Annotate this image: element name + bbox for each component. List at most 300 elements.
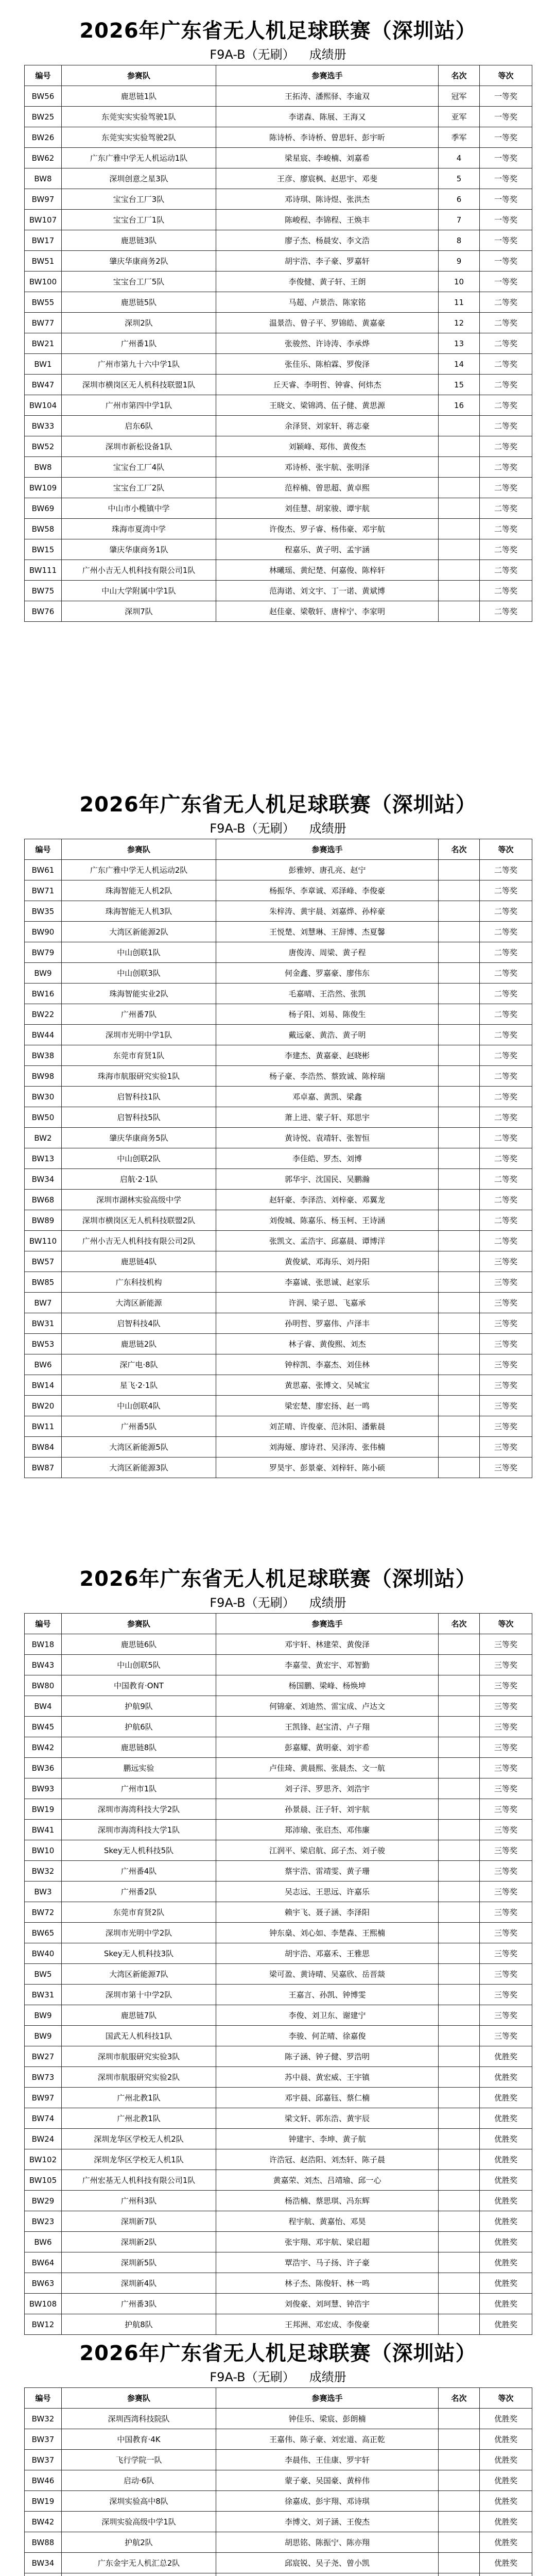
table-row bbox=[25, 2409, 532, 2429]
cell-prize: 一等奖 bbox=[480, 272, 532, 292]
cell-team: 深圳实验高级中学1队 bbox=[62, 2512, 216, 2532]
cell-members: 许润、梁子恩、飞嘉承 bbox=[216, 1293, 439, 1313]
cell-team: 护航2队 bbox=[62, 2532, 216, 2553]
cell-team: 宝宝台工厂3队 bbox=[62, 189, 216, 210]
cell-number: BW97 bbox=[25, 2088, 62, 2108]
cell-team: 广东金宇无人机汇总2队 bbox=[62, 2553, 216, 2573]
cell-number: BW84 bbox=[25, 1437, 62, 1458]
cell-number: BW12 bbox=[25, 2314, 62, 2335]
table-header-row bbox=[25, 1614, 532, 1634]
cell-prize: 二等奖 bbox=[480, 519, 532, 539]
cell-number: BW61 bbox=[25, 860, 62, 880]
cell-team: 广州市1队 bbox=[62, 1778, 216, 1799]
cell-team: 护航9队 bbox=[62, 1696, 216, 1717]
cell-members: 赖宇飞、聂子涵、李泽阳 bbox=[216, 1902, 439, 1923]
cell-rank bbox=[439, 457, 480, 478]
cell-members: 邓诗琪、陈诗煜、张洪杰 bbox=[216, 189, 439, 210]
cell-team: 深圳市航服研究实验3队 bbox=[62, 2046, 216, 2067]
booklet-label: 成绩册 bbox=[309, 47, 346, 62]
section-subtitle bbox=[0, 2367, 556, 2385]
section-title: 2026年广东省无人机足球联赛（深圳站） bbox=[79, 1567, 477, 1591]
cell-team: 广州北教1队 bbox=[62, 2108, 216, 2129]
cell-team: 中山创联1队 bbox=[62, 942, 216, 963]
cell-prize: 三等奖 bbox=[480, 1354, 532, 1375]
table-row bbox=[25, 2088, 532, 2108]
header-prize: 等次 bbox=[480, 2388, 532, 2409]
cell-members: 王拓涛、潘熙驿、李逾双 bbox=[216, 86, 439, 107]
cell-members: 杨子阳、刘易、陈俊生 bbox=[216, 1004, 439, 1025]
cell-rank bbox=[439, 2046, 480, 2067]
cell-prize: 二等奖 bbox=[480, 1107, 532, 1128]
cell-prize: 二等奖 bbox=[480, 1045, 532, 1066]
cell-number: BW40 bbox=[25, 1943, 62, 1964]
cell-rank bbox=[439, 1231, 480, 1251]
header-members: 参赛选手 bbox=[216, 65, 439, 86]
table-row bbox=[25, 1025, 532, 1045]
section-subtitle bbox=[0, 1592, 556, 1611]
cell-team: 鹿思链5队 bbox=[62, 292, 216, 313]
cell-number: BW6 bbox=[25, 1354, 62, 1375]
cell-rank: 13 bbox=[439, 333, 480, 354]
table-row bbox=[25, 2149, 532, 2170]
cell-members: 李佳皓、罗杰、刘博 bbox=[216, 1148, 439, 1169]
cell-prize: 二等奖 bbox=[480, 478, 532, 498]
cell-team: 国武无人机科技1队 bbox=[62, 2026, 216, 2046]
cell-rank bbox=[439, 1655, 480, 1675]
cell-rank bbox=[439, 1902, 480, 1923]
cell-prize: 二等奖 bbox=[480, 1231, 532, 1251]
cell-rank bbox=[439, 1210, 480, 1231]
cell-number: BW76 bbox=[25, 601, 62, 622]
cell-team: 鹿思链8队 bbox=[62, 1737, 216, 1758]
header-members: 参赛选手 bbox=[216, 2388, 439, 2409]
cell-prize: 二等奖 bbox=[480, 457, 532, 478]
cell-number: BW25 bbox=[25, 107, 62, 127]
table-row bbox=[25, 1066, 532, 1087]
cell-members: 黄俊斌、邓海乐、刘丹阳 bbox=[216, 1251, 439, 1272]
cell-number: BW2 bbox=[25, 1128, 62, 1148]
cell-number: BW63 bbox=[25, 2273, 62, 2294]
cell-members: 江润平、梁启航、邱子杰、刘子骏 bbox=[216, 1840, 439, 1861]
cell-members: 李博文、刘子涵、王俊杰 bbox=[216, 2512, 439, 2532]
cell-prize: 优胜奖 bbox=[480, 2149, 532, 2170]
cell-number: BW62 bbox=[25, 148, 62, 168]
cell-members: 刘俊城、陈嘉乐、杨玉柯、王诗涵 bbox=[216, 1210, 439, 1231]
cell-team: 广州小吉无人机科技有限公司2队 bbox=[62, 1231, 216, 1251]
cell-rank bbox=[439, 1840, 480, 1861]
cell-members: 蒙子豪、吴国豪、黄梓伟 bbox=[216, 2470, 439, 2491]
cell-rank bbox=[439, 2512, 480, 2532]
table-row bbox=[25, 860, 532, 880]
cell-team: 中国教育·ONT bbox=[62, 1675, 216, 1696]
cell-prize: 二等奖 bbox=[480, 416, 532, 436]
cell-number: BW77 bbox=[25, 313, 62, 333]
cell-number: BW32 bbox=[25, 1861, 62, 1882]
cell-number: BW30 bbox=[25, 1087, 62, 1107]
table-row bbox=[25, 1737, 532, 1758]
cell-team: 肇庆华康商务2队 bbox=[62, 251, 216, 272]
cell-members: 唐俊涛、周梁、黄子程 bbox=[216, 942, 439, 963]
cell-team: 广州番1队 bbox=[62, 333, 216, 354]
cell-team: 深圳市海湾科技大学2队 bbox=[62, 1799, 216, 1820]
table-row bbox=[25, 1458, 532, 1478]
cell-members: 戴远豪、黄浩、黄子明 bbox=[216, 1025, 439, 1045]
cell-rank bbox=[439, 1458, 480, 1478]
cell-members: 徐嘉成、彭宇翔、邓诗琪 bbox=[216, 2491, 439, 2512]
cell-members: 梁文轩、郭东浩、黄宇辰 bbox=[216, 2108, 439, 2129]
header-team: 参赛队 bbox=[62, 1614, 216, 1634]
table-row bbox=[25, 2314, 532, 2335]
table-row bbox=[25, 2026, 532, 2046]
cell-number: BW8 bbox=[25, 168, 62, 189]
table-row bbox=[25, 127, 532, 148]
table-header-row bbox=[25, 2388, 532, 2409]
cell-members: 王凯锋、赵宝清、卢子翔 bbox=[216, 1717, 439, 1737]
cell-number: BW41 bbox=[25, 1820, 62, 1840]
cell-prize: 三等奖 bbox=[480, 1272, 532, 1293]
cell-rank: 10 bbox=[439, 272, 480, 292]
cell-number: BW35 bbox=[25, 901, 62, 922]
cell-team: 深圳市第十中学2队 bbox=[62, 1985, 216, 2005]
cell-prize: 三等奖 bbox=[480, 1861, 532, 1882]
booklet-label: 成绩册 bbox=[309, 2370, 346, 2384]
cell-team: 深圳新5队 bbox=[62, 2252, 216, 2273]
cell-number: BW79 bbox=[25, 942, 62, 963]
cell-prize: 二等奖 bbox=[480, 375, 532, 395]
cell-members: 胡宇浩、李子豪、罗嘉轩 bbox=[216, 251, 439, 272]
section-title: 2026年广东省无人机足球联赛（深圳站） bbox=[79, 793, 477, 817]
table-row bbox=[25, 1923, 532, 1943]
cell-members: 萧上进、蒙子轩、郑思宇 bbox=[216, 1107, 439, 1128]
cell-members: 刘颖峰、郑伟、黄俊杰 bbox=[216, 436, 439, 457]
table-row bbox=[25, 168, 532, 189]
cell-number: BW4 bbox=[25, 1696, 62, 1717]
cell-members: 邓宇轩、林建荣、黄俊泽 bbox=[216, 1634, 439, 1655]
cell-rank bbox=[439, 478, 480, 498]
cell-members: 程嘉乐、黄子明、孟宇涵 bbox=[216, 539, 439, 560]
cell-prize: 优胜奖 bbox=[480, 2553, 532, 2573]
cell-number: BW69 bbox=[25, 498, 62, 519]
header-number: 编号 bbox=[25, 1614, 62, 1634]
cell-members: 卢佳琦、黄晨熙、张晨杰、文一航 bbox=[216, 1758, 439, 1778]
cell-number: BW47 bbox=[25, 375, 62, 395]
cell-team: 深圳市湖林实验高级中学 bbox=[62, 1190, 216, 1210]
cell-team: 深圳龙华区学校无人机2队 bbox=[62, 2129, 216, 2149]
table-row bbox=[25, 1128, 532, 1148]
cell-rank bbox=[439, 1882, 480, 1902]
cell-members: 李俊健、黄子轩、王朗 bbox=[216, 272, 439, 292]
cell-members: 李晨伟、王佳康、罗宇轩 bbox=[216, 2450, 439, 2470]
cell-number: BW34 bbox=[25, 1169, 62, 1190]
cell-rank bbox=[439, 1923, 480, 1943]
header-number: 编号 bbox=[25, 65, 62, 86]
cell-prize: 一等奖 bbox=[480, 168, 532, 189]
cell-prize: 三等奖 bbox=[480, 1396, 532, 1416]
cell-rank bbox=[439, 2573, 480, 2576]
table-row bbox=[25, 1169, 532, 1190]
cell-number: BW100 bbox=[25, 272, 62, 292]
cell-team: 宝宝台工厂1队 bbox=[62, 210, 216, 230]
cell-rank bbox=[439, 601, 480, 622]
cell-prize: 三等奖 bbox=[480, 1416, 532, 1437]
cell-team: 星飞·2·1队 bbox=[62, 1375, 216, 1396]
cell-number: BW24 bbox=[25, 2129, 62, 2149]
cell-number: BW65 bbox=[25, 1923, 62, 1943]
table-row bbox=[25, 2491, 532, 2512]
cell-prize: 优胜奖 bbox=[480, 2170, 532, 2191]
table-row bbox=[25, 1190, 532, 1210]
cell-members: 钟佳乐、梁宸、彭朗楠 bbox=[216, 2409, 439, 2429]
cell-team: 鹿思链1队 bbox=[62, 86, 216, 107]
cell-prize: 三等奖 bbox=[480, 1675, 532, 1696]
cell-team: 启东6队 bbox=[62, 416, 216, 436]
cell-rank bbox=[439, 1820, 480, 1840]
cell-rank bbox=[439, 1675, 480, 1696]
cell-team: 珠海智能无人机2队 bbox=[62, 880, 216, 901]
cell-number: BW74 bbox=[25, 2108, 62, 2129]
cell-members: 杨振华、李章诚、邓泽峰、李俊豪 bbox=[216, 880, 439, 901]
category-label: F9A-B（无刷） bbox=[210, 2370, 295, 2384]
cell-members: 何金鑫、罗嘉豪、廖伟东 bbox=[216, 963, 439, 984]
cell-members: 张佳乐、陈柏霖、罗俊泽 bbox=[216, 354, 439, 375]
table-row bbox=[25, 581, 532, 601]
cell-team: 宝宝台工厂5队 bbox=[62, 272, 216, 292]
table-header-row bbox=[25, 65, 532, 86]
cell-members: 黄思嘉、张博文、吴城宝 bbox=[216, 1375, 439, 1396]
cell-prize: 二等奖 bbox=[480, 901, 532, 922]
category-label: F9A-B（无刷） bbox=[210, 47, 295, 62]
cell-team: 中山创联4队 bbox=[62, 1396, 216, 1416]
cell-team: 鹿思链3队 bbox=[62, 230, 216, 251]
cell-number: BW109 bbox=[25, 478, 62, 498]
cell-team: 宝宝台工厂2队 bbox=[62, 478, 216, 498]
cell-prize: 三等奖 bbox=[480, 1820, 532, 1840]
cell-team: 广东广雅中学无人机运动1队 bbox=[62, 148, 216, 168]
cell-team: 启智科技1队 bbox=[62, 1087, 216, 1107]
cell-prize: 二等奖 bbox=[480, 498, 532, 519]
cell-prize: 二等奖 bbox=[480, 1190, 532, 1210]
cell-members: 王嘉伟、陈子豪、刘宏道、高正乾 bbox=[216, 2429, 439, 2450]
cell-number: BW51 bbox=[25, 251, 62, 272]
table-row bbox=[25, 1943, 532, 1964]
cell-members: 罗昊宇、彭景豪、刘梓轩、陈小硕 bbox=[216, 1458, 439, 1478]
cell-prize: 优胜奖 bbox=[480, 2273, 532, 2294]
cell-prize: 三等奖 bbox=[480, 1799, 532, 1820]
cell-prize: 一等奖 bbox=[480, 148, 532, 168]
cell-rank: 12 bbox=[439, 313, 480, 333]
cell-number: BW37 bbox=[25, 2450, 62, 2470]
cell-number: BW23 bbox=[25, 2211, 62, 2232]
cell-members: 邓卓嘉、黄凯、梁鑫 bbox=[216, 1087, 439, 1107]
cell-rank bbox=[439, 1758, 480, 1778]
header-number: 编号 bbox=[25, 2388, 62, 2409]
header-rank: 名次 bbox=[439, 65, 480, 86]
table-row bbox=[25, 354, 532, 375]
cell-team: 深圳7队 bbox=[62, 601, 216, 622]
cell-rank: 14 bbox=[439, 354, 480, 375]
cell-number: BW108 bbox=[25, 2294, 62, 2314]
cell-team: 深圳新2队 bbox=[62, 2232, 216, 2252]
cell-team: 大湾区新能源3队 bbox=[62, 1458, 216, 1478]
cell-number: BW34 bbox=[25, 2553, 62, 2573]
cell-rank bbox=[439, 1375, 480, 1396]
table-row bbox=[25, 1004, 532, 1025]
cell-number: BW46 bbox=[25, 2470, 62, 2491]
cell-team: 东莞实实实验驾驶2队 bbox=[62, 127, 216, 148]
cell-prize: 二等奖 bbox=[480, 860, 532, 880]
cell-rank bbox=[439, 2294, 480, 2314]
cell-number: BW32 bbox=[25, 2409, 62, 2429]
cell-number: BW10 bbox=[25, 1840, 62, 1861]
table-row bbox=[25, 2046, 532, 2067]
cell-rank bbox=[439, 1169, 480, 1190]
cell-team: 广州番5队 bbox=[62, 1416, 216, 1437]
cell-number: BW9 bbox=[25, 963, 62, 984]
cell-rank bbox=[439, 1696, 480, 1717]
cell-number: BW73 bbox=[25, 2067, 62, 2088]
cell-members: 刘海娅、廖诗君、吴泽涛、张伟楠 bbox=[216, 1437, 439, 1458]
cell-members: 丘天睿、李明哲、钟睿、何炜杰 bbox=[216, 375, 439, 395]
cell-members: 陈诗桥、李诗桥、曾思轩、彭宇昕 bbox=[216, 127, 439, 148]
cell-number: BW19 bbox=[25, 2491, 62, 2512]
table-row bbox=[25, 86, 532, 107]
cell-number: BW89 bbox=[25, 1210, 62, 1231]
cell-prize: 一等奖 bbox=[480, 127, 532, 148]
cell-number: BW85 bbox=[25, 1272, 62, 1293]
table-row bbox=[25, 251, 532, 272]
cell-rank bbox=[439, 1293, 480, 1313]
cell-number: BW43 bbox=[25, 1655, 62, 1675]
cell-number: BW16 bbox=[25, 984, 62, 1004]
cell-prize: 优胜奖 bbox=[480, 2532, 532, 2553]
cell-prize: 优胜奖 bbox=[480, 2429, 532, 2450]
cell-team: 启智科技4队 bbox=[62, 1313, 216, 1334]
cell-team: 飞行学院一队 bbox=[62, 2450, 216, 2470]
cell-team: 东莞市育贤1队 bbox=[62, 1045, 216, 1066]
cell-prize: 二等奖 bbox=[480, 1066, 532, 1087]
cell-number: BW105 bbox=[25, 2170, 62, 2191]
cell-prize: 三等奖 bbox=[480, 1375, 532, 1396]
table-row bbox=[25, 2191, 532, 2211]
cell-number: BW44 bbox=[25, 1025, 62, 1045]
cell-team: 广州番2队 bbox=[62, 1882, 216, 1902]
section-subtitle bbox=[0, 818, 556, 836]
cell-number: BW26 bbox=[25, 127, 62, 148]
cell-rank bbox=[439, 1437, 480, 1458]
table-row bbox=[25, 395, 532, 416]
cell-rank bbox=[439, 1313, 480, 1334]
cell-prize: 优胜奖 bbox=[480, 2232, 532, 2252]
table-row bbox=[25, 2470, 532, 2491]
cell-prize: 二等奖 bbox=[480, 333, 532, 354]
cell-rank bbox=[439, 1087, 480, 1107]
cell-team: 中山大学附属中学1队 bbox=[62, 581, 216, 601]
cell-prize: 三等奖 bbox=[480, 1634, 532, 1655]
cell-number: BW57 bbox=[25, 1251, 62, 1272]
table-row bbox=[25, 416, 532, 436]
cell-rank bbox=[439, 1396, 480, 1416]
cell-members: 毛嘉晴、王浩然、张凯 bbox=[216, 984, 439, 1004]
cell-members: 何锦豪、刘迪然、雷宝成、卢达文 bbox=[216, 1696, 439, 1717]
cell-rank bbox=[439, 1985, 480, 2005]
category-label: F9A-B（无刷） bbox=[210, 1596, 295, 1610]
table-row bbox=[25, 1375, 532, 1396]
cell-team: 启智科技5队 bbox=[62, 1107, 216, 1128]
cell-number: BW71 bbox=[25, 880, 62, 901]
cell-team: 广州小吉无人机科技有限公司1队 bbox=[62, 560, 216, 581]
table-row bbox=[25, 2211, 532, 2232]
cell-members: 廖子杰、杨晨安、李文浩 bbox=[216, 230, 439, 251]
cell-number: BW6 bbox=[25, 2232, 62, 2252]
cell-members: 李骏、何芷晴、徐嘉俊 bbox=[216, 2026, 439, 2046]
cell-members: 王悦楚、刘慧琳、王辞博、杰夏馨 bbox=[216, 922, 439, 942]
cell-members: 李建杰、黄嘉豪、赵晓彬 bbox=[216, 1045, 439, 1066]
cell-prize: 一等奖 bbox=[480, 189, 532, 210]
cell-prize: 三等奖 bbox=[480, 1923, 532, 1943]
cell-number: BW53 bbox=[25, 1334, 62, 1354]
cell-prize: 一等奖 bbox=[480, 210, 532, 230]
table-row bbox=[25, 148, 532, 168]
cell-members: 郭华宇、沈国民、吴鹏瀚 bbox=[216, 1169, 439, 1190]
cell-rank bbox=[439, 1066, 480, 1087]
cell-team: 鹿思链6队 bbox=[62, 1634, 216, 1655]
cell-members: 吴志远、王思远、许嘉乐 bbox=[216, 1882, 439, 1902]
cell-members: 陈峻程、李锦程、王焕丰 bbox=[216, 210, 439, 230]
cell-team: 中山创联3队 bbox=[62, 963, 216, 984]
cell-number: BW102 bbox=[25, 2149, 62, 2170]
cell-members: 林子杰、陈俊轩、林一鸣 bbox=[216, 2273, 439, 2294]
cell-team: 东莞市育贤2队 bbox=[62, 1902, 216, 1923]
cell-team: 鹿思链4队 bbox=[62, 1251, 216, 1272]
cell-rank bbox=[439, 1778, 480, 1799]
cell-rank bbox=[439, 984, 480, 1004]
cell-members: 张骏然、许诗涛、李承烨 bbox=[216, 333, 439, 354]
cell-prize: 二等奖 bbox=[480, 436, 532, 457]
table-row bbox=[25, 313, 532, 333]
table-row bbox=[25, 1820, 532, 1840]
booklet-label: 成绩册 bbox=[309, 1596, 346, 1610]
table-row bbox=[25, 2232, 532, 2252]
table-row bbox=[25, 1210, 532, 1231]
cell-members: 王晓文、梁锦鸿、伍子健、黄思源 bbox=[216, 395, 439, 416]
cell-number: BW21 bbox=[25, 333, 62, 354]
cell-members: 李诺森、陈展、王海又 bbox=[216, 107, 439, 127]
cell-team: 广东科技机构 bbox=[62, 1272, 216, 1293]
cell-number: BW7 bbox=[25, 1293, 62, 1313]
cell-prize: 优胜奖 bbox=[480, 2088, 532, 2108]
cell-team: 中山创联2队 bbox=[62, 1148, 216, 1169]
table-row bbox=[25, 1087, 532, 1107]
cell-number: BW88 bbox=[25, 2532, 62, 2553]
table-row bbox=[25, 498, 532, 519]
category-label: F9A-B（无刷） bbox=[210, 821, 295, 836]
cell-team: 深圳市光明中学2队 bbox=[62, 1923, 216, 1943]
header-members: 参赛选手 bbox=[216, 1614, 439, 1634]
table-row bbox=[25, 1334, 532, 1354]
booklet-label: 成绩册 bbox=[309, 821, 346, 836]
cell-prize: 三等奖 bbox=[480, 1737, 532, 1758]
table-row bbox=[25, 210, 532, 230]
cell-team: 深圳新7队 bbox=[62, 2211, 216, 2232]
cell-prize: 一等奖 bbox=[480, 230, 532, 251]
cell-team: 大湾区新能源5队 bbox=[62, 1437, 216, 1458]
cell-members: 梁星宸、李峻楠、刘嘉希 bbox=[216, 148, 439, 168]
table-row bbox=[25, 1717, 532, 1737]
cell-team: 广州市第四中学1队 bbox=[62, 395, 216, 416]
section-title: 2026年广东省无人机足球联赛（深圳站） bbox=[79, 19, 477, 43]
cell-number: BW20 bbox=[25, 1396, 62, 1416]
cell-prize: 三等奖 bbox=[480, 1778, 532, 1799]
